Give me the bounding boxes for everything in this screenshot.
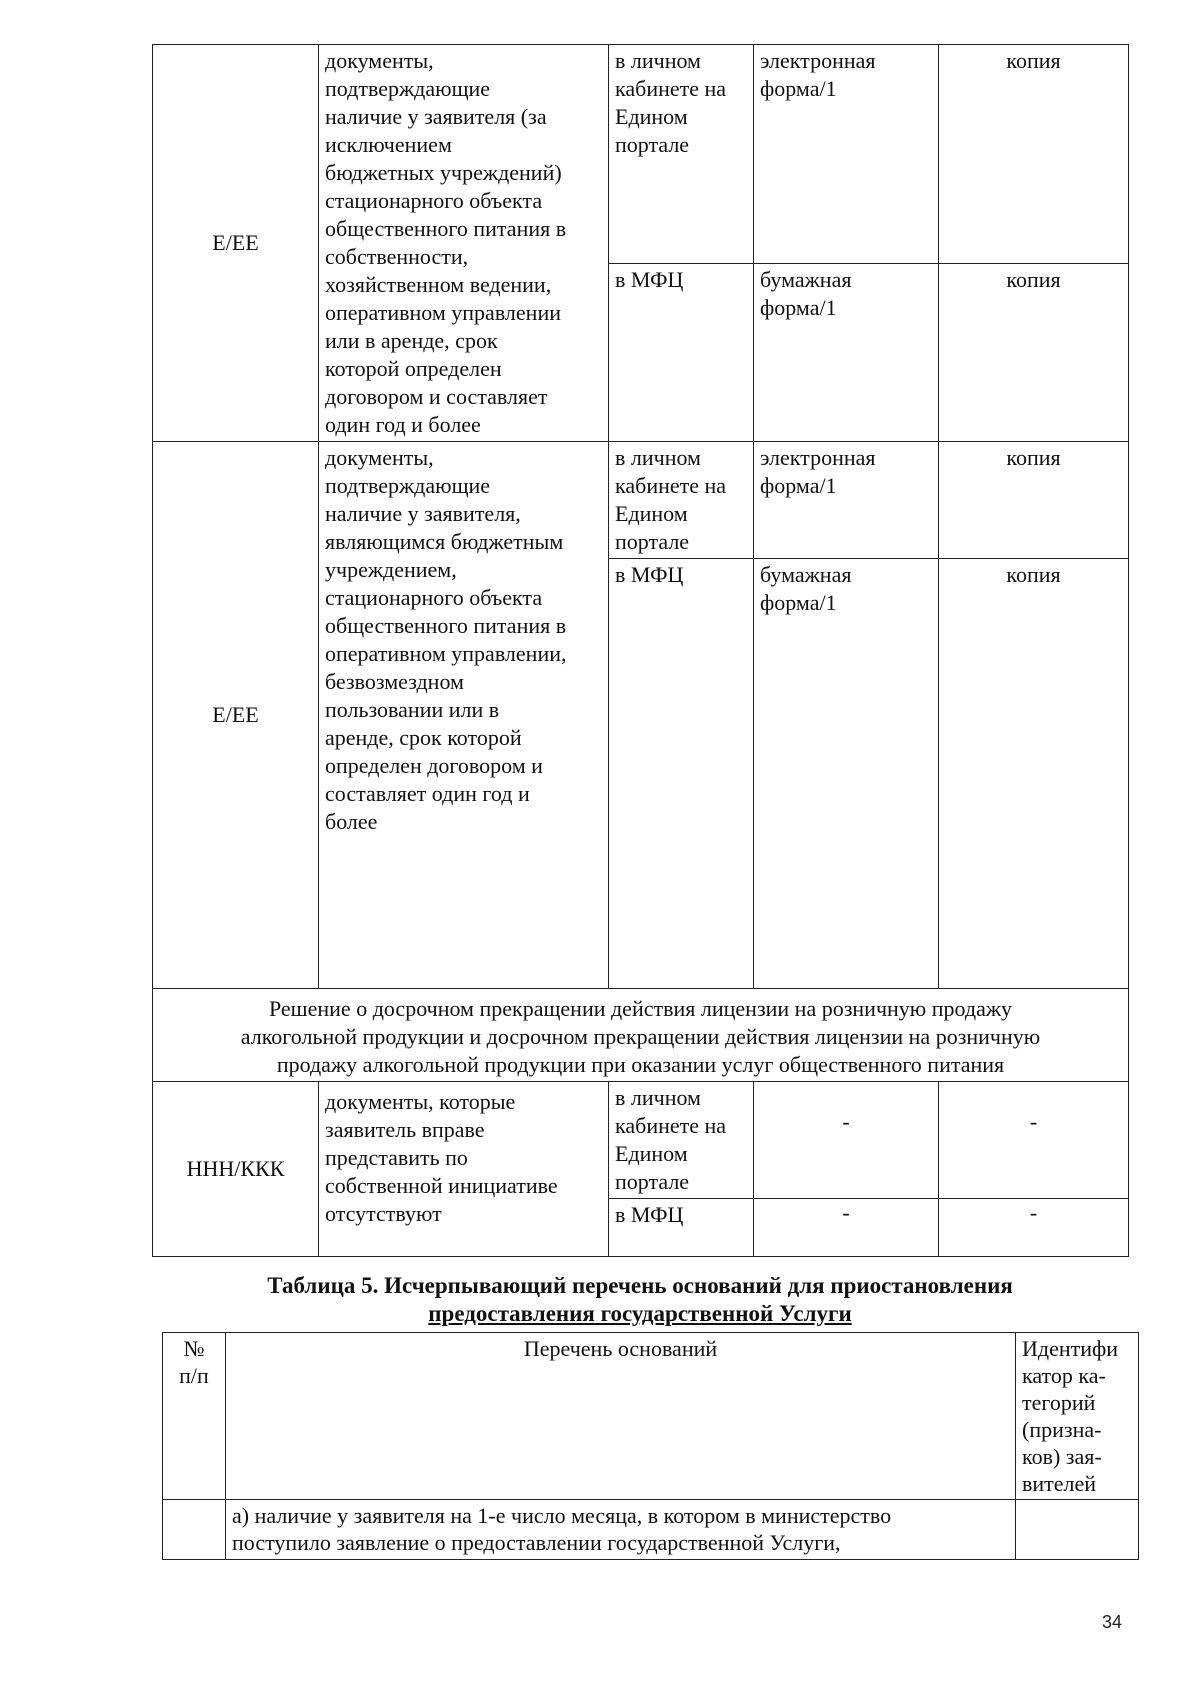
- document-form-cell: бумажная форма/1: [754, 559, 939, 989]
- document-type-cell: копия: [939, 263, 1129, 441]
- category-id-cell: Е/ЕЕ: [153, 45, 319, 442]
- column-header-grounds: Перечень оснований: [226, 1333, 1016, 1500]
- document-description-cell: документы, подтверждающие наличие у заявителя, являющимся бюджетным учреждением, стационарного объекта общественного питания в оперативном управлении, безвозмездном пользовании или в аренде, срок которой определен договором и составляет один год и более: [319, 442, 609, 989]
- category-id-cell: ННН/ККК: [153, 1082, 319, 1257]
- submission-channel-cell: в личном кабинете на Едином портале: [609, 45, 754, 264]
- table5-caption-line1: Таблица 5. Исчерпывающий перечень оснований для приостановления: [267, 1273, 1013, 1298]
- category-id-cell: Е/ЕЕ: [153, 442, 319, 989]
- grounds-text-cell: а) наличие у заявителя на 1-е число месяца, в котором в министерство поступило заявление о предоставлении государственной Услуги,: [226, 1500, 1016, 1560]
- document-type-cell: копия: [939, 559, 1129, 989]
- row-number-cell: [163, 1500, 226, 1560]
- submission-channel-cell: в личном кабинете на Едином портале: [609, 442, 754, 559]
- document-description-cell: документы, которые заявитель вправе представить по собственной инициативе отсутствуют: [319, 1082, 609, 1257]
- table5-caption: [152, 1272, 1128, 1328]
- column-header-identifier: Идентифи катор ка- тегорий (призна- ков) зая- вителей: [1016, 1333, 1139, 1500]
- document-type-cell: -: [939, 1082, 1129, 1199]
- document-type-cell: -: [939, 1199, 1129, 1257]
- document-description-cell: документы, подтверждающие наличие у заявителя (за исключением бюджетных учреждений) стационарного объекта общественного питания в собственности, хозяйственном ведении, оперативном управлении или в аренде, срок которой определен договором и составляет один год и более: [319, 45, 609, 442]
- document-form-cell: электронная форма/1: [754, 442, 939, 559]
- submission-channel-cell: в МФЦ: [609, 1199, 754, 1257]
- submission-channel-cell: в личном кабинете на Едином портале: [609, 1082, 754, 1199]
- table5-caption-line2: предоставления государственной Услуги: [428, 1301, 852, 1326]
- grounds-table: [162, 1332, 1139, 1560]
- row-identifier-cell: [1016, 1500, 1139, 1560]
- section-heading-cell: Решение о досрочном прекращении действия лицензии на розничную продажу алкогольной продукции и досрочном прекращении действия лицензии на розничную продажу алкогольной продукции при оказании услуг общественного питания: [153, 989, 1129, 1082]
- page-number: 34: [1101, 1612, 1122, 1632]
- documents-table: [152, 44, 1129, 1257]
- document-form-cell: электронная форма/1: [754, 45, 939, 264]
- submission-channel-cell: в МФЦ: [609, 263, 754, 441]
- document-type-cell: копия: [939, 45, 1129, 264]
- submission-channel-cell: в МФЦ: [609, 559, 754, 989]
- document-type-cell: копия: [939, 442, 1129, 559]
- document-form-cell: -: [754, 1199, 939, 1257]
- document-form-cell: бумажная форма/1: [754, 263, 939, 441]
- column-header-number: № п/п: [163, 1333, 226, 1500]
- document-form-cell: -: [754, 1082, 939, 1199]
